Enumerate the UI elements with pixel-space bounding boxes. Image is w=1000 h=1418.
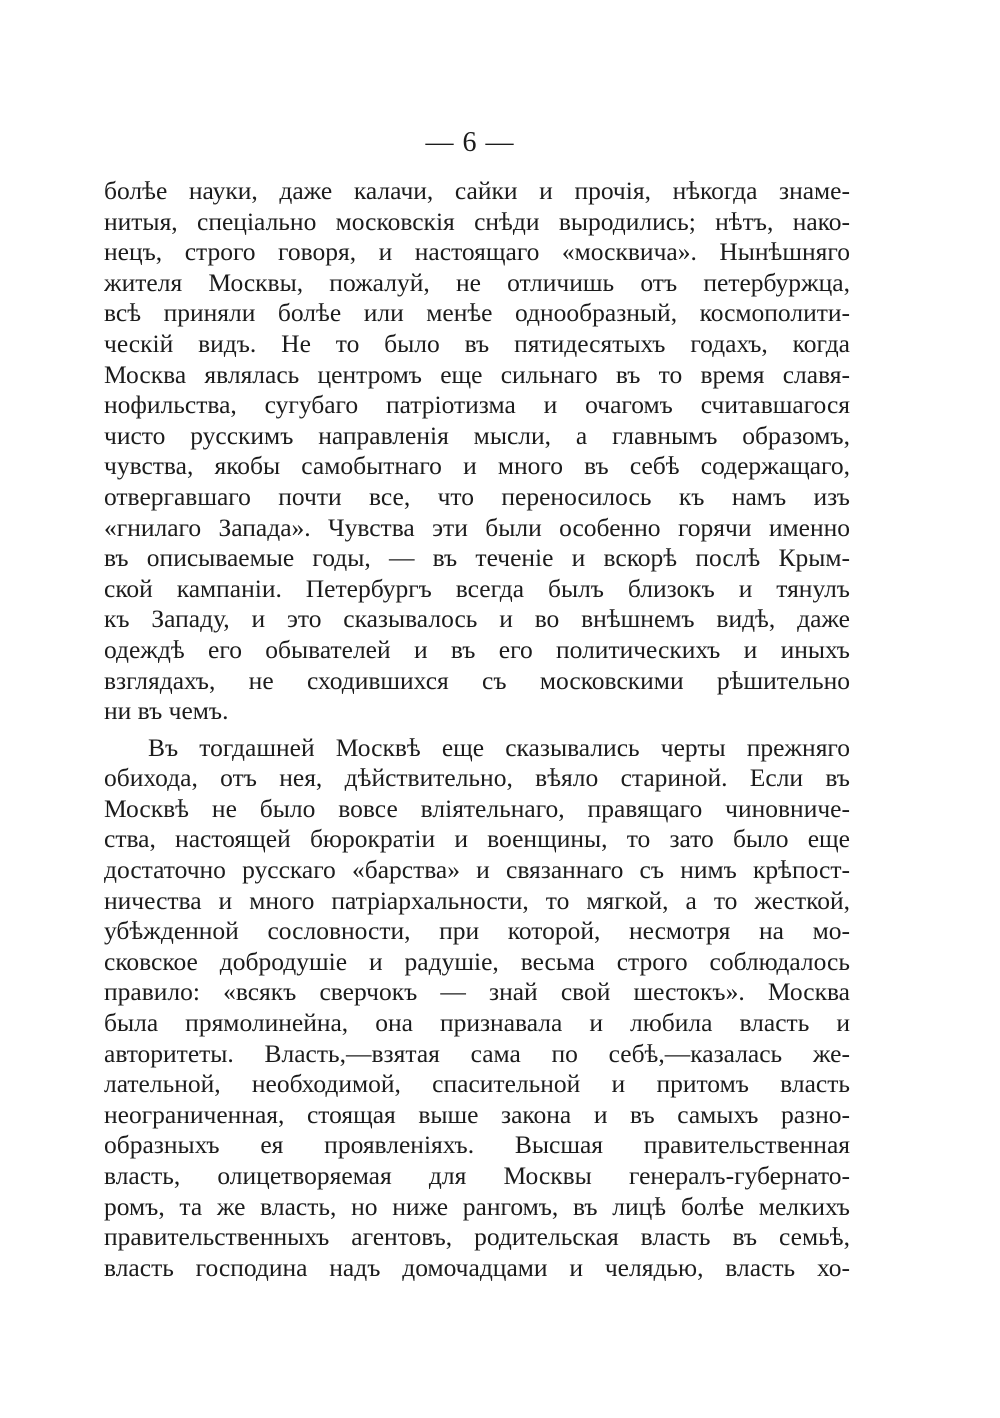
text-line: ромъ, та же власть, но ниже рангомъ, въ лицѣ болѣе мелкихъ xyxy=(104,1191,850,1221)
text-line: лательной, необходимой, спасительной и притомъ власть xyxy=(104,1069,850,1099)
text-line: одеждѣ его обывателей и въ его политическихъ и иныхъ xyxy=(104,634,850,664)
text-line: взглядахъ, не сходившихся съ московскими рѣшительно xyxy=(104,665,850,695)
text-line: достаточно русскаго «барства» и связаннаго съ нимъ крѣпост- xyxy=(104,855,850,885)
text-line: образныхъ ея проявленіяхъ. Высшая правительственная xyxy=(104,1130,850,1160)
text-line: нецъ, строго говоря, и настоящаго «москвича». Нынѣшняго xyxy=(104,237,850,267)
text-line: «гнилаго Запада». Чувства эти были особенно горячи именно xyxy=(104,512,850,542)
text-line: ни въ чемъ. xyxy=(104,696,229,726)
text-line: власть господина надъ домочадцами и челядью, власть хо- xyxy=(104,1252,850,1282)
paragraph-2 xyxy=(104,733,850,1284)
text-line: убѣжденной сословности, при которой, несмотря на мо- xyxy=(104,916,850,946)
text-line: ческій видъ. Не то было въ пятидесятыхъ годахъ, когда xyxy=(104,328,850,358)
body-text xyxy=(104,176,850,1283)
text-line: ства, настоящей бюрократіи и военщины, то зато было еще xyxy=(104,824,850,854)
text-line: чувства, якобы самобытнаго и много въ себѣ содержащаго, xyxy=(104,451,850,481)
text-line: Москва являлась центромъ еще сильнаго въ то время славя- xyxy=(104,359,850,389)
text-line: ской кампаніи. Петербургъ всегда былъ близокъ и тянулъ xyxy=(104,573,850,603)
text-line: ничества и много патріархальности, то мягкой, а то жесткой, xyxy=(104,885,850,915)
text-line: Москвѣ не было вовсе вліятельнаго, правящаго чиновниче- xyxy=(104,793,850,823)
text-line: чисто русскимъ направленія мысли, а главнымъ образомъ, xyxy=(104,420,850,450)
text-line: жителя Москвы, пожалуй, не отличишь отъ петербуржца, xyxy=(104,267,850,297)
text-line: нитыя, спеціально московскія снѣди выродились; нѣтъ, нако- xyxy=(104,206,850,236)
text-line: правительственныхъ агентовъ, родительская власть въ семьѣ, xyxy=(104,1222,850,1252)
text-line: авторитеты. Власть,—взятая сама по себѣ,—казалась же- xyxy=(104,1038,850,1068)
text-line: была прямолинейна, она признавала и любила власть и xyxy=(104,1008,850,1038)
text-line: Въ тогдашней Москвѣ еще сказывались черты прежняго xyxy=(148,732,850,762)
text-line: болѣе науки, даже калачи, сайки и прочія, нѣкогда знаме- xyxy=(104,176,850,205)
page-number: — 6 — xyxy=(425,127,515,158)
text-line: власть, олицетворяемая для Москвы генералъ-губернато- xyxy=(104,1161,850,1190)
text-line: нофильства, сугубаго патріотизма и очагомъ считавшагося xyxy=(104,390,850,420)
text-line: обихода, отъ нея, дѣйствительно, вѣяло стариной. Если въ xyxy=(104,763,850,793)
text-line: всѣ приняли болѣе или менѣе однообразный, космополити- xyxy=(104,298,850,328)
text-line: въ описываемые годы, — въ теченіе и вскорѣ послѣ Крым- xyxy=(104,543,850,573)
paragraph-1 xyxy=(104,176,850,727)
text-line: правило: «всякъ сверчокъ — знай свой шестокъ». Москва xyxy=(104,977,850,1007)
text-line: къ Западу, и это сказывалось и во внѣшнемъ видѣ, даже xyxy=(104,604,850,634)
text-line: сковское добродушіе и радушіе, весьма строго соблюдалось xyxy=(104,946,850,976)
text-line: отвергавшаго почти все, что переносилось къ намъ изъ xyxy=(104,481,850,511)
text-line: неограниченная, стоящая выше закона и въ самыхъ разно- xyxy=(104,1099,850,1129)
